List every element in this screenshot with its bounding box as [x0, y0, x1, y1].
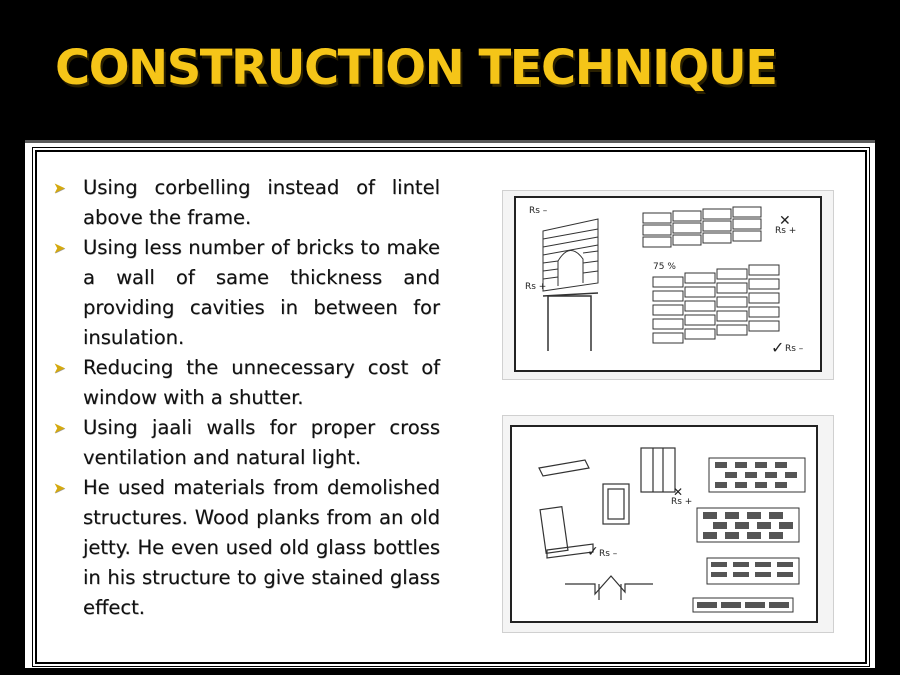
arrow-right-icon: ➤ [53, 239, 66, 257]
cross-mark-icon: ✕ [673, 485, 684, 499]
arrow-right-icon: ➤ [53, 479, 66, 497]
bullet-item [53, 353, 440, 413]
bullet-text: Using corbelling instead of lintel above the frame. [83, 176, 440, 229]
bullet-item [53, 173, 440, 233]
sketch-label: Rs + [525, 282, 547, 292]
bullet-text: He used materials from demolished structures. Wood planks from an old jetty. He even used old glass bottles in his structure to give stained glass effect. [83, 476, 440, 619]
sketch-label: Rs – [529, 206, 548, 216]
content-panel [25, 140, 875, 668]
check-mark-icon: ✓ [771, 338, 785, 357]
sketch-drawing [503, 191, 833, 379]
cross-mark-icon: ✕ [779, 213, 791, 229]
bullet-text: Using less number of bricks to make a wall of same thickness and providing cavities in between for insulation. [83, 236, 440, 349]
arrow-right-icon: ➤ [53, 179, 66, 197]
bullet-item [53, 473, 440, 623]
sketch-corbelling-rat-trap-bond [502, 190, 834, 380]
bullet-text: Using jaali walls for proper cross ventilation and natural light. [83, 416, 440, 469]
sketch-label: Rs – [599, 549, 618, 559]
sketch-drawing [503, 416, 833, 632]
slide-title: CONSTRUCTION TECHNIQUE [55, 40, 777, 96]
sketch-label: Rs – [785, 344, 804, 354]
sketch-label: Rs + [775, 226, 797, 236]
arrow-right-icon: ➤ [53, 419, 66, 437]
sketch-label: Rs + [671, 497, 693, 507]
bullet-list [53, 173, 440, 623]
sketch-label: 75 % [653, 262, 676, 272]
title-bar [0, 0, 900, 140]
bullet-item [53, 413, 440, 473]
arrow-right-icon: ➤ [53, 359, 66, 377]
check-mark-icon: ✓ [587, 544, 599, 560]
sketch-jaali-walls [502, 415, 834, 633]
bullet-text: Reducing the unnecessary cost of window with a shutter. [83, 356, 440, 409]
bullet-item [53, 233, 440, 353]
